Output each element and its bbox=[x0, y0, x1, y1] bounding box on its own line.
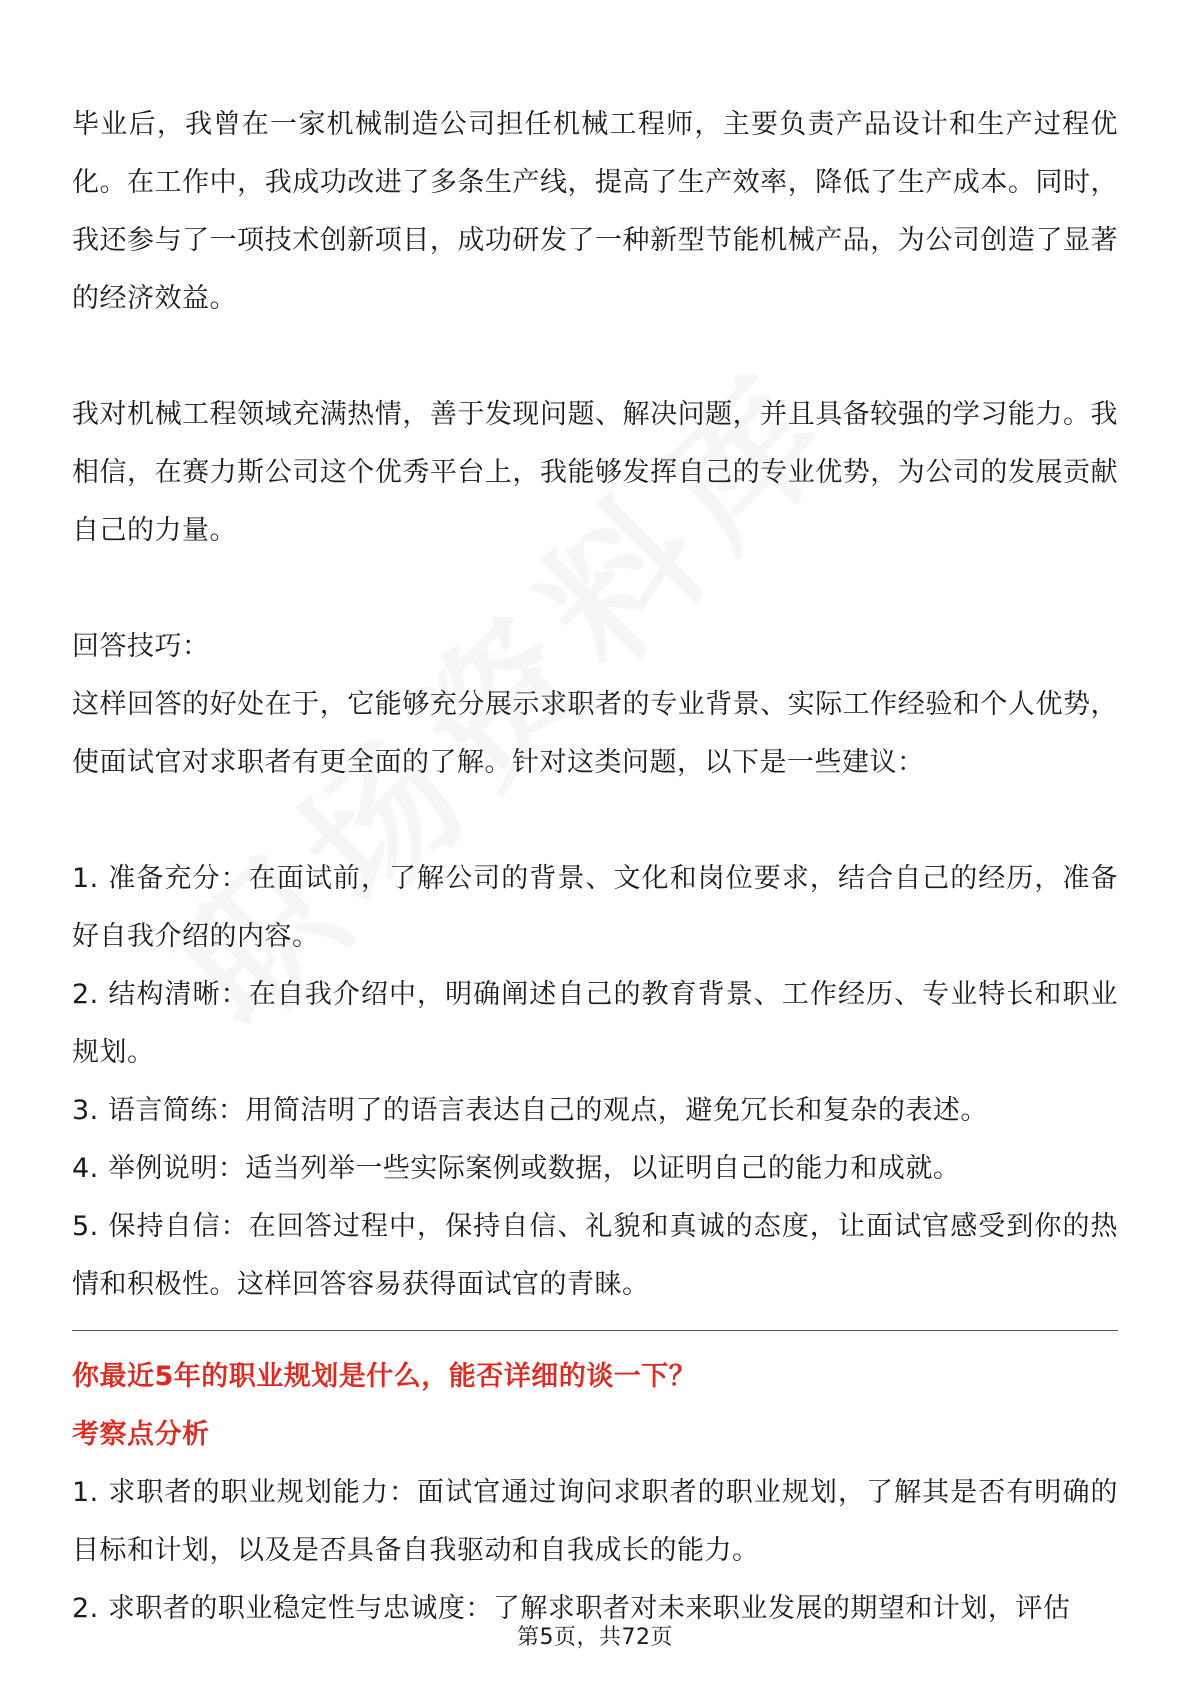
section-divider bbox=[72, 1330, 1118, 1331]
page-number: 第5页，共72页 bbox=[517, 1625, 673, 1650]
tip-item-3: 3. 语言简练：用简洁明了的语言表达自己的观点，避免冗长和复杂的表述。 bbox=[72, 1095, 988, 1126]
tip-item-1: 1. 准备充分：在面试前，了解公司的背景、文化和岗位要求，结合自己的经历，准备好自我介绍的内容。 bbox=[72, 863, 1118, 952]
tip-item-2: 2. 结构清晰：在自我介绍中，明确阐述自己的教育背景、工作经历、专业特长和职业规划。 bbox=[72, 979, 1118, 1068]
tips-label: 回答技巧： bbox=[72, 631, 210, 662]
analysis-point-1: 1. 求职者的职业规划能力：面试官通过询问求职者的职业规划，了解其是否有明确的目标和计划，以及是否具备自我驱动和自我成长的能力。 bbox=[72, 1477, 1118, 1566]
spacer bbox=[72, 560, 1118, 618]
main-content bbox=[72, 96, 1118, 1314]
tip-item-4: 4. 举例说明：适当列举一些实际案例或数据，以证明自己的能力和成就。 bbox=[72, 1153, 961, 1184]
intro-paragraph-1: 毕业后，我曾在一家机械制造公司担任机械工程师，主要负责产品设计和生产过程优化。在工作中，我成功改进了多条生产线，提高了生产效率，降低了生产成本。同时，我还参与了一项技术创新项目，成功研发了一种新型节能机械产品，为公司创造了显著的经济效益。 bbox=[72, 109, 1118, 314]
intro-paragraph-2: 我对机械工程领域充满热情，善于发现问题、解决问题，并且具备较强的学习能力。我相信，在赛力斯公司这个优秀平台上，我能够发挥自己的专业优势，为公司的发展贡献自己的力量。 bbox=[72, 399, 1118, 546]
question-section bbox=[72, 1348, 1118, 1638]
analysis-point-2: 2. 求职者的职业稳定性与忠诚度：了解求职者对未来职业发展的期望和计划，评估 bbox=[72, 1593, 1071, 1624]
analysis-label: 考察点分析 bbox=[72, 1419, 210, 1450]
tips-summary: 这样回答的好处在于，它能够充分展示求职者的专业背景、实际工作经验和个人优势，使面试官对求职者有更全面的了解。针对这类问题，以下是一些建议： bbox=[72, 689, 1118, 778]
question-title: 你最近5年的职业规划是什么，能否详细的谈一下？ bbox=[72, 1361, 697, 1392]
spacer bbox=[72, 792, 1118, 850]
tip-item-5: 5. 保持自信：在回答过程中，保持自信、礼貌和真诚的态度，让面试官感受到你的热情和积极性。这样回答容易获得面试官的青睐。 bbox=[72, 1211, 1118, 1300]
spacer bbox=[72, 328, 1118, 386]
